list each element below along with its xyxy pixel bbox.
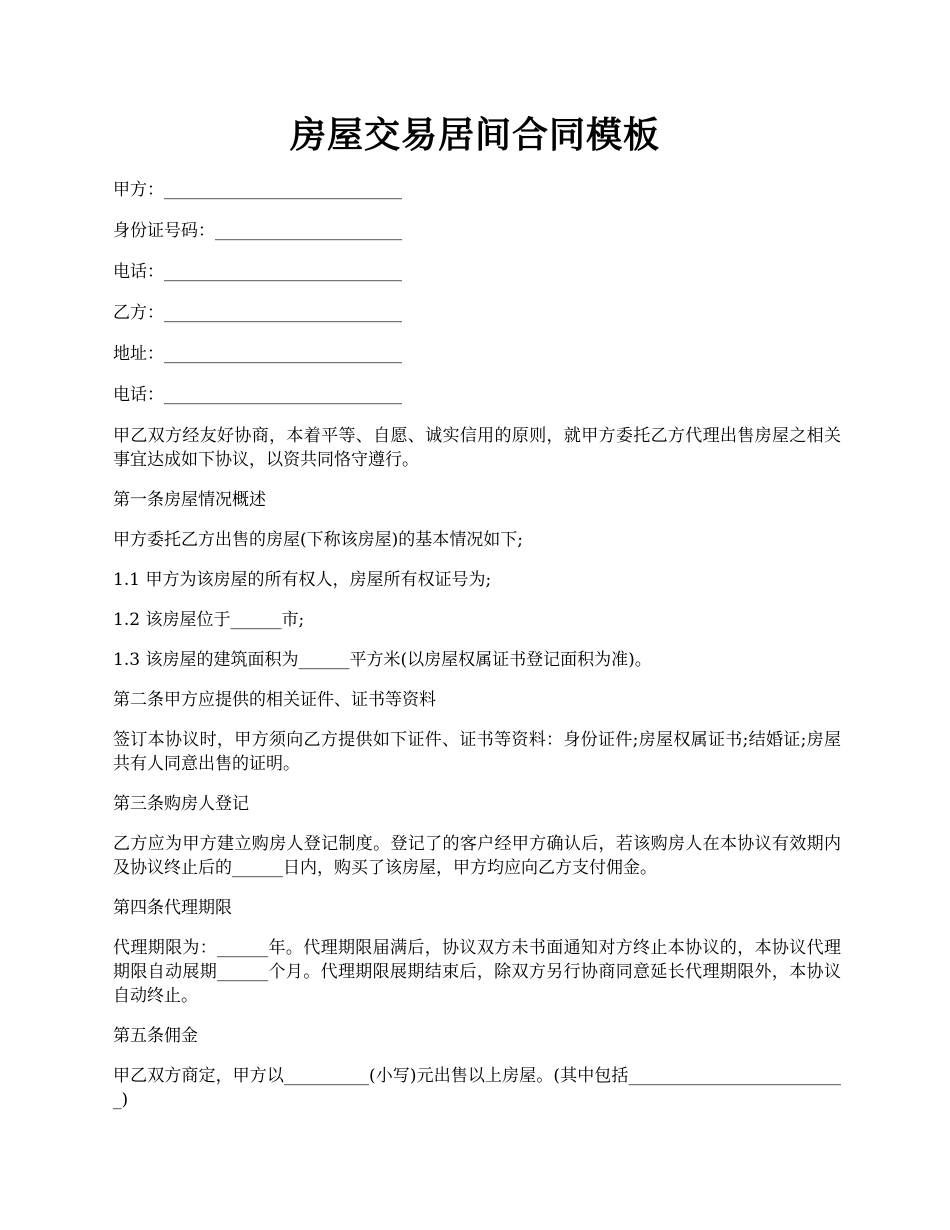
field-blank: ______________________ — [215, 221, 402, 241]
field-label: 电话： — [113, 385, 164, 405]
clause-1-3: 1.3 该房屋的建筑面积为______平方米(以房屋权属证书登记面积为准)。 — [113, 650, 652, 670]
field-label: 电话： — [113, 262, 164, 282]
clause-1-1: 1.1 甲方为该房屋的所有权人，房屋所有权证号为; — [113, 570, 492, 590]
field-id-number — [113, 219, 841, 243]
field-party-b — [113, 301, 841, 325]
document-title: 房屋交易居间合同模板 — [289, 114, 660, 156]
article-5-text: 甲乙双方商定，甲方以__________(小写)元出售以上房屋。(其中包括__________________________) — [113, 1066, 841, 1110]
document-body — [113, 178, 841, 1128]
field-blank: ____________________________ — [164, 303, 402, 323]
field-phone-a — [113, 260, 841, 284]
article-4-text: 代理期限为：______年。代理期限届满后，协议双方未书面通知对方终止本协议的，本协议代理期限自动展期______个月。代理期限展期结束后，除双方另行协商同意延长代理期限外，本协议自动终止。 — [113, 938, 841, 1006]
article-2-heading: 第二条甲方应提供的相关证件、证书等资料 — [113, 690, 436, 710]
article-3-heading: 第三条购房人登记 — [113, 794, 249, 814]
field-address — [113, 342, 841, 366]
article-5-heading: 第五条佣金 — [113, 1026, 198, 1046]
field-blank: ____________________________ — [164, 262, 402, 282]
field-label: 身份证号码： — [113, 221, 215, 241]
article-4-heading: 第四条代理期限 — [113, 898, 232, 918]
field-label: 甲方： — [113, 180, 164, 200]
field-blank: ____________________________ — [164, 385, 402, 405]
field-party-a — [113, 178, 841, 202]
article-1-intro: 甲方委托乙方出售的房屋(下称该房屋)的基本情况如下; — [113, 530, 523, 550]
field-blank: ____________________________ — [164, 344, 402, 364]
field-blank: ____________________________ — [164, 180, 402, 200]
field-phone-b — [113, 383, 841, 407]
field-label: 乙方： — [113, 303, 164, 323]
preamble-paragraph: 甲乙双方经友好协商，本着平等、自愿、诚实信用的原则，就甲方委托乙方代理出售房屋之相关事宜达成如下协议，以资共同恪守遵行。 — [113, 426, 841, 470]
article-1-heading: 第一条房屋情况概述 — [113, 490, 266, 510]
clause-1-2: 1.2 该房屋位于______市; — [113, 610, 305, 630]
field-label: 地址： — [113, 344, 164, 364]
article-3-text: 乙方应为甲方建立购房人登记制度。登记了的客户经甲方确认后，若该购房人在本协议有效期内及协议终止后的______日内，购买了该房屋，甲方均应向乙方支付佣金。 — [113, 834, 841, 878]
article-2-text: 签订本协议时，甲方须向乙方提供如下证件、证书等资料：身份证件;房屋权属证书;结婚证;房屋共有人同意出售的证明。 — [113, 730, 841, 774]
